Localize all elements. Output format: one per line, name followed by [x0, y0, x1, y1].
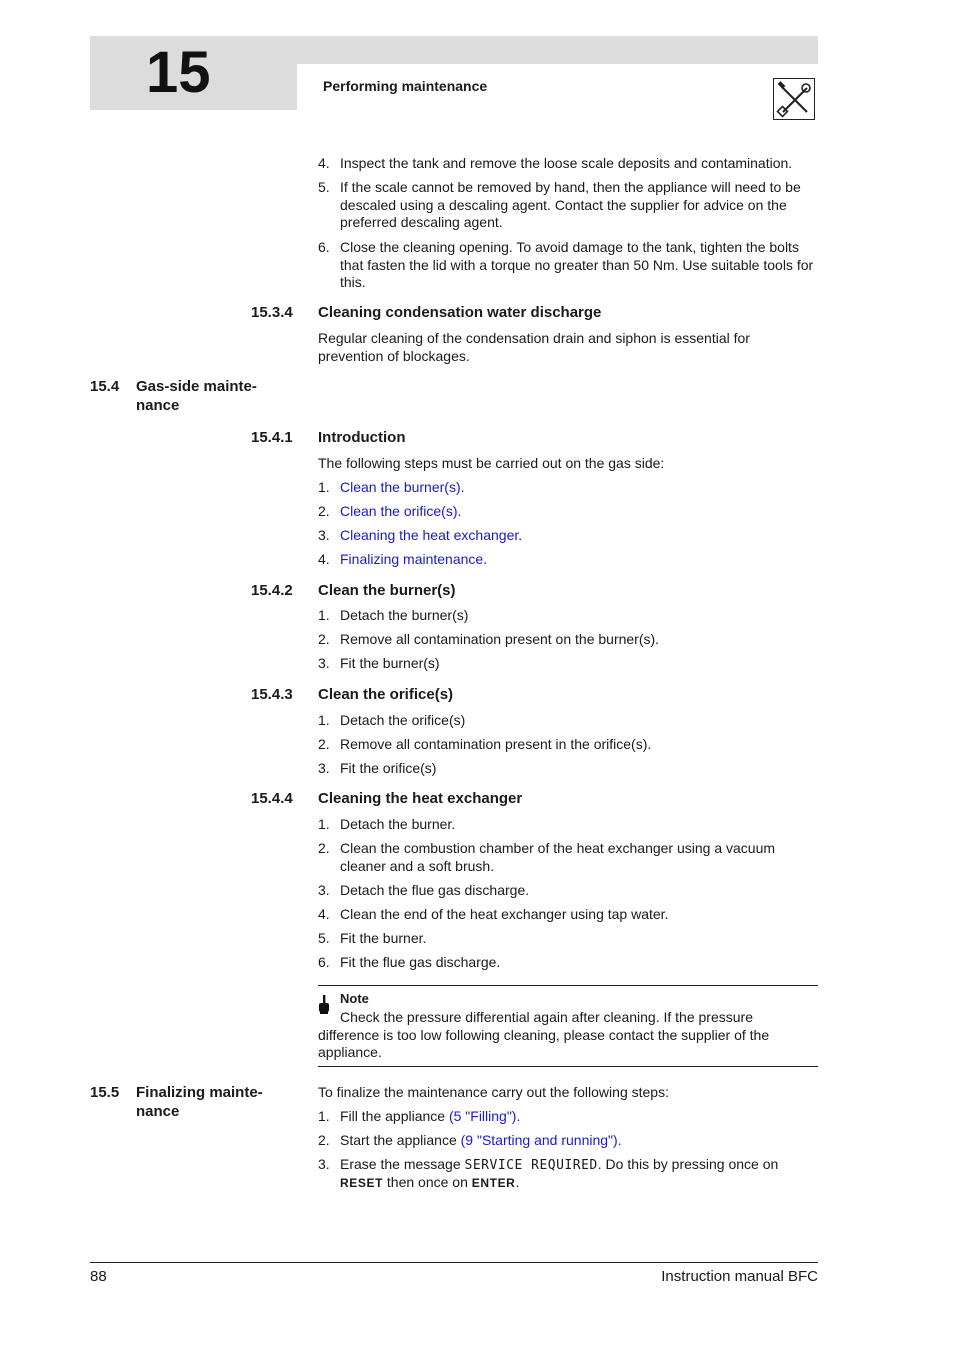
paragraph: The following steps must be carried out on the gas side:	[318, 455, 665, 471]
list-item-number: 5.	[318, 179, 330, 195]
list-item-number: 4.	[318, 155, 330, 171]
chapter-number: 15	[146, 40, 211, 105]
list-item: Clean the end of the heat exchanger using tap water.	[340, 906, 669, 922]
list-item-number: 3.	[318, 527, 330, 543]
link-cleaning-heat-exchanger[interactable]: Cleaning the heat exchanger	[340, 527, 519, 543]
reset-key-label: RESET	[340, 1176, 384, 1190]
page-number: 88	[90, 1268, 107, 1285]
list-item	[340, 479, 818, 497]
list-item: Cleaning the heat exchanger.	[340, 527, 523, 543]
section-number: 15.5	[90, 1084, 120, 1101]
note-text-line1: Check the pressure differential again after cleaning. If the pressure	[340, 1009, 753, 1025]
list-item: Remove all contamination present on the burner(s).	[340, 631, 660, 647]
section-heading: Cleaning condensation water discharge	[318, 304, 602, 321]
section-heading: Introduction	[318, 429, 406, 446]
link-finalizing-maintenance[interactable]: Finalizing maintenance.	[340, 551, 488, 567]
enter-key-label: ENTER	[471, 1176, 516, 1190]
list-item: Detach the orifice(s)	[340, 712, 466, 728]
section-number: 15.4.2	[251, 582, 293, 599]
display-message: SERVICE REQUIRED	[464, 1158, 598, 1173]
list-item-number: 4.	[318, 906, 330, 922]
section-number: 15.4	[90, 378, 120, 395]
section-heading: Clean the orifice(s)	[318, 686, 454, 703]
link-filling[interactable]: (5 "Filling").	[448, 1108, 521, 1124]
list-item: Remove all contamination present in the orifice(s).	[340, 736, 652, 752]
section-heading-cont: nance	[136, 1103, 180, 1120]
document-title: Instruction manual BFC	[661, 1268, 818, 1285]
note-top-rule	[318, 985, 818, 986]
list-item-number: 5.	[318, 930, 330, 946]
link-clean-burners[interactable]: Clean the burner(s).	[340, 479, 465, 495]
list-item-number: 1.	[318, 1108, 330, 1124]
list-item-number: 1.	[318, 607, 330, 623]
section-title: Performing maintenance	[323, 78, 488, 94]
list-item-number: 1.	[318, 479, 330, 495]
list-item: Erase the message SERVICE REQUIRED. Do this by pressing once on	[340, 1156, 779, 1173]
maintenance-tools-icon	[773, 78, 815, 120]
list-item-number: 1.	[318, 816, 330, 832]
list-item-number: 3.	[318, 882, 330, 898]
paragraph: To finalize the maintenance carry out the following steps:	[318, 1084, 669, 1100]
list-item-number: 6.	[318, 954, 330, 970]
paragraph: Regular cleaning of the condensation drain and siphon is essential for prevention of blockages.	[318, 330, 750, 364]
list-item-number: 3.	[318, 655, 330, 671]
section-number: 15.4.4	[251, 790, 293, 807]
list-item-number: 2.	[318, 1132, 330, 1148]
section-heading: Gas-side mainte-	[136, 378, 257, 395]
list-item: Fit the burner(s)	[340, 655, 440, 671]
list-item: Fit the orifice(s)	[340, 760, 437, 776]
list-item: Fit the flue gas discharge.	[340, 954, 501, 970]
section-heading: Cleaning the heat exchanger	[318, 790, 523, 807]
link-clean-orifices[interactable]: Clean the orifice(s).	[340, 503, 462, 519]
list-item-number: 3.	[318, 1156, 330, 1172]
list-item-number: 3.	[318, 760, 330, 776]
section-heading-cont: nance	[136, 397, 180, 414]
section-number: 15.4.3	[251, 686, 293, 703]
list-item-number: 2.	[318, 736, 330, 752]
list-item: Start the appliance (9 "Starting and running").	[340, 1132, 622, 1148]
list-item: Close the cleaning opening. To avoid damage to the tank, tighten the bolts that fasten the lid with a torque no greater than 50 Nm. Use suitable tools for this.	[340, 239, 814, 290]
list-item: Detach the flue gas discharge.	[340, 882, 530, 898]
note-text-line3: appliance.	[318, 1044, 382, 1060]
list-item	[340, 551, 818, 569]
list-item-number: 2.	[318, 840, 330, 856]
list-item-number: 6.	[318, 239, 330, 255]
section-heading: Finalizing mainte-	[136, 1084, 263, 1101]
list-item	[340, 503, 818, 521]
list-item-number: 1.	[318, 712, 330, 728]
list-item-number: 2.	[318, 631, 330, 647]
section-number: 15.3.4	[251, 304, 293, 321]
list-item: Fill the appliance (5 "Filling").	[340, 1108, 521, 1124]
list-item: Detach the burner.	[340, 816, 456, 832]
link-starting-and-running[interactable]: (9 "Starting and running").	[460, 1132, 622, 1148]
section-heading: Clean the burner(s)	[318, 582, 456, 599]
list-item-cont: RESET then once on ENTER.	[340, 1174, 520, 1190]
list-item: Fit the burner.	[340, 930, 427, 946]
section-number: 15.4.1	[251, 429, 293, 446]
list-item-number: 2.	[318, 503, 330, 519]
note-label: Note	[340, 991, 369, 1006]
list-item: Clean the combustion chamber of the heat exchanger using a vacuum cleaner and a soft brush.	[340, 840, 776, 874]
note-bottom-rule	[318, 1066, 818, 1067]
list-item: Detach the burner(s)	[340, 607, 469, 623]
note-text-line2: difference is too low following cleaning, please contact the supplier of the	[318, 1027, 770, 1043]
list-item: Inspect the tank and remove the loose scale deposits and contamination.	[340, 155, 793, 171]
footer-rule	[90, 1262, 818, 1263]
header-bar	[297, 36, 818, 64]
list-item-number: 4.	[318, 551, 330, 567]
list-item: If the scale cannot be removed by hand, then the appliance will need to be descaled using a descaling agent. Contact the supplier for advice on the preferred descaling agent.	[340, 179, 801, 230]
hand-pointer-icon	[318, 995, 330, 1015]
